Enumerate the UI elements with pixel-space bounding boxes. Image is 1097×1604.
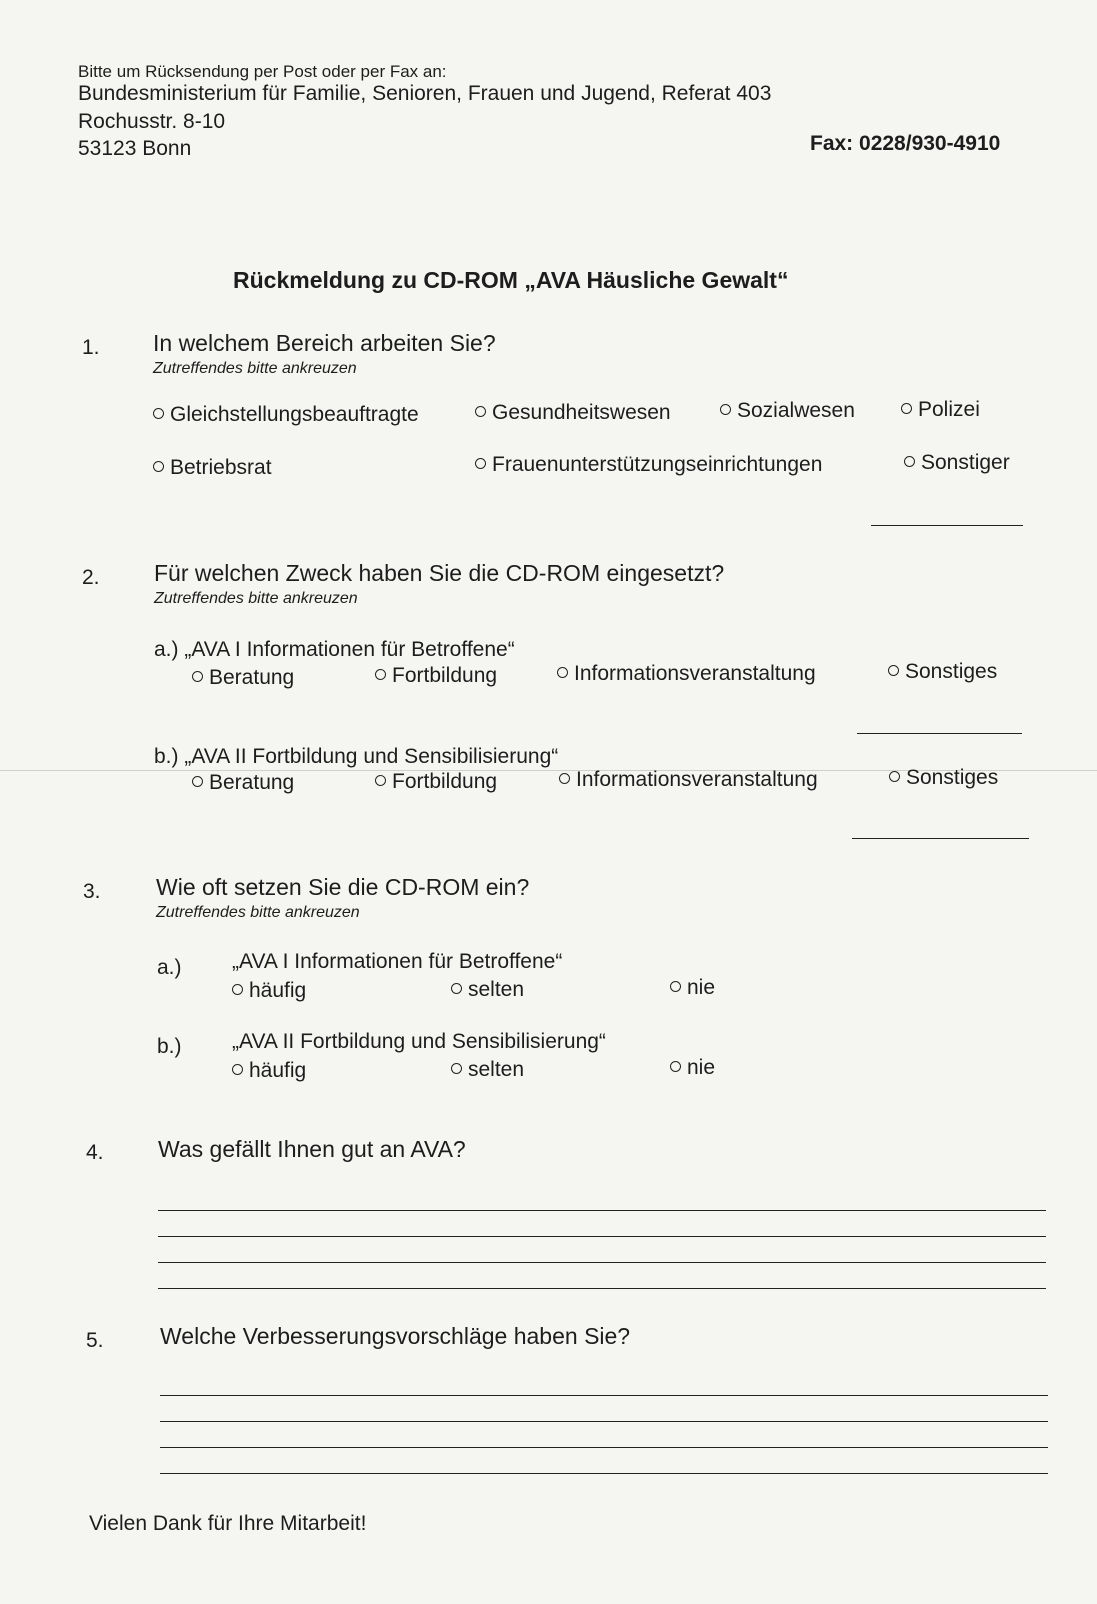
checkbox-circle-icon bbox=[475, 458, 486, 469]
q2-number: 2. bbox=[82, 566, 100, 589]
q3b-option-selten[interactable]: selten bbox=[451, 1058, 524, 1082]
checkbox-circle-icon bbox=[232, 1064, 243, 1075]
q1-option-betriebsrat[interactable]: Betriebsrat bbox=[153, 456, 272, 480]
q3-hint: Zutreffendes bitte ankreuzen bbox=[156, 904, 360, 921]
q3b-mark: b.) bbox=[157, 1035, 182, 1058]
checkbox-circle-icon bbox=[451, 983, 462, 994]
q2a-option-fortbildung[interactable]: Fortbildung bbox=[375, 664, 497, 688]
q2-hint: Zutreffendes bitte ankreuzen bbox=[154, 590, 358, 607]
checkbox-circle-icon bbox=[232, 984, 243, 995]
thank-you-note: Vielen Dank für Ihre Mitarbeit! bbox=[89, 1512, 367, 1535]
q5-question: Welche Verbesserungsvorschläge haben Sie? bbox=[160, 1323, 631, 1349]
checkbox-circle-icon bbox=[375, 775, 386, 786]
recipient-org: Bundesministerium für Familie, Senioren, Frauen und Jugend, Referat 403 bbox=[78, 82, 772, 105]
q1-option-sonstiger[interactable]: Sonstiger bbox=[904, 451, 1010, 475]
q2b-label: b.) „AVA II Fortbildung und Sensibilisierung“ bbox=[154, 745, 559, 768]
q3-number: 3. bbox=[83, 880, 101, 903]
q3b-option-nie[interactable]: nie bbox=[670, 1056, 715, 1080]
return-instruction: Bitte um Rücksendung per Post oder per Fax an: bbox=[78, 62, 447, 81]
q2a-other-line[interactable] bbox=[857, 733, 1022, 734]
q4-answer-line[interactable] bbox=[158, 1262, 1046, 1263]
q3-question: Wie oft setzen Sie die CD-ROM ein? bbox=[156, 874, 530, 900]
q3a-option-selten[interactable]: selten bbox=[451, 978, 524, 1002]
q2a-option-info[interactable]: Informationsveranstaltung bbox=[557, 662, 816, 686]
q2b-other-line[interactable] bbox=[852, 838, 1029, 839]
checkbox-circle-icon bbox=[475, 406, 486, 417]
checkbox-circle-icon bbox=[889, 771, 900, 782]
checkbox-circle-icon bbox=[375, 669, 386, 680]
q5-answer-line[interactable] bbox=[160, 1447, 1048, 1448]
q1-option-polizei[interactable]: Polizei bbox=[901, 398, 980, 422]
q1-question: In welchem Bereich arbeiten Sie? bbox=[153, 330, 496, 356]
q2a-option-sonstiges[interactable]: Sonstiges bbox=[888, 660, 997, 684]
checkbox-circle-icon bbox=[888, 665, 899, 676]
q1-other-line[interactable] bbox=[871, 525, 1023, 526]
checkbox-circle-icon bbox=[670, 981, 681, 992]
q3a-label: „AVA I Informationen für Betroffene“ bbox=[232, 950, 563, 973]
q4-answer-line[interactable] bbox=[158, 1236, 1046, 1237]
q3a-option-nie[interactable]: nie bbox=[670, 976, 715, 1000]
q4-question: Was gefällt Ihnen gut an AVA? bbox=[158, 1136, 466, 1162]
q2b-option-fortbildung[interactable]: Fortbildung bbox=[375, 770, 497, 794]
q3b-option-haeufig[interactable]: häufig bbox=[232, 1059, 306, 1083]
q4-answer-line[interactable] bbox=[158, 1210, 1046, 1211]
checkbox-circle-icon bbox=[153, 408, 164, 419]
recipient-street: Rochusstr. 8-10 bbox=[78, 110, 226, 133]
recipient-city: 53123 Bonn bbox=[78, 137, 192, 160]
q3a-option-haeufig[interactable]: häufig bbox=[232, 979, 306, 1003]
checkbox-circle-icon bbox=[559, 773, 570, 784]
checkbox-circle-icon bbox=[901, 403, 912, 414]
checkbox-circle-icon bbox=[904, 456, 915, 467]
checkbox-circle-icon bbox=[557, 667, 568, 678]
q2a-label: a.) „AVA I Informationen für Betroffene“ bbox=[154, 638, 515, 661]
q2b-option-beratung[interactable]: Beratung bbox=[192, 771, 294, 795]
q4-number: 4. bbox=[86, 1141, 104, 1164]
q2b-option-info[interactable]: Informationsveranstaltung bbox=[559, 768, 818, 792]
checkbox-circle-icon bbox=[451, 1063, 462, 1074]
q3b-label: „AVA II Fortbildung und Sensibilisierung“ bbox=[232, 1030, 606, 1053]
checkbox-circle-icon bbox=[720, 404, 731, 415]
q1-number: 1. bbox=[82, 336, 100, 359]
q1-hint: Zutreffendes bitte ankreuzen bbox=[153, 360, 357, 377]
q2a-option-beratung[interactable]: Beratung bbox=[192, 666, 294, 690]
q5-number: 5. bbox=[86, 1329, 104, 1352]
q5-answer-line[interactable] bbox=[160, 1421, 1048, 1422]
q1-option-gleichstellung[interactable]: Gleichstellungsbeauftragte bbox=[153, 403, 419, 427]
q4-answer-line[interactable] bbox=[158, 1288, 1046, 1289]
checkbox-circle-icon bbox=[192, 776, 203, 787]
page-title: Rückmeldung zu CD-ROM „AVA Häusliche Gewalt“ bbox=[233, 267, 789, 293]
q5-answer-line[interactable] bbox=[160, 1473, 1048, 1474]
q1-option-sozialwesen[interactable]: Sozialwesen bbox=[720, 399, 855, 423]
q3a-mark: a.) bbox=[157, 956, 182, 979]
q5-answer-line[interactable] bbox=[160, 1395, 1048, 1396]
checkbox-circle-icon bbox=[670, 1061, 681, 1072]
q2-question: Für welchen Zweck haben Sie die CD-ROM eingesetzt? bbox=[154, 560, 725, 586]
q2b-option-sonstiges[interactable]: Sonstiges bbox=[889, 766, 998, 790]
q1-option-frauen[interactable]: Frauenunterstützungseinrichtungen bbox=[475, 453, 822, 477]
checkbox-circle-icon bbox=[192, 671, 203, 682]
checkbox-circle-icon bbox=[153, 461, 164, 472]
q1-option-gesundheit[interactable]: Gesundheitswesen bbox=[475, 401, 671, 425]
fax-number: Fax: 0228/930-4910 bbox=[810, 132, 1001, 155]
